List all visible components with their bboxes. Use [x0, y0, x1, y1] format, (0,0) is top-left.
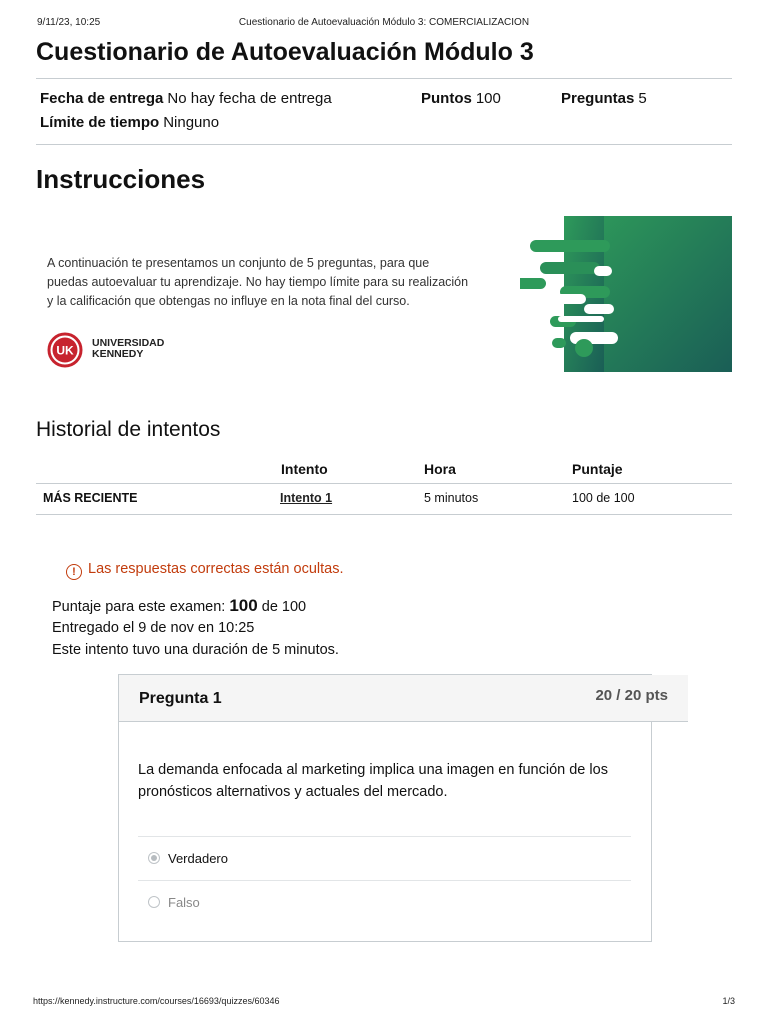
- page-title: Cuestionario de Autoevaluación Módulo 3: [36, 38, 534, 66]
- questions-count: [561, 90, 647, 107]
- question-points: 20 / 20 pts: [595, 687, 668, 704]
- history-heading: Historial de intentos: [36, 418, 221, 441]
- points: [421, 90, 501, 107]
- question-header: [119, 675, 688, 722]
- attempt-duration: Este intento tuvo una duración de 5 minutos.: [52, 642, 339, 658]
- option-label: Verdadero: [168, 851, 228, 866]
- due-date-value: No hay fecha de entrega: [167, 90, 332, 107]
- print-header-title: Cuestionario de Autoevaluación Módulo 3: COMERCIALIZACION: [238, 17, 530, 28]
- banner-line: A continuación te presentamos un conjunto de 5 preguntas, para que: [47, 256, 430, 270]
- points-label: Puntos: [421, 90, 472, 107]
- print-page-number: 1/3: [722, 996, 735, 1006]
- answer-option-true[interactable]: [168, 851, 228, 866]
- table-divider: [36, 483, 732, 484]
- due-date-label: Fecha de entrega: [40, 90, 164, 107]
- questions-value: 5: [638, 90, 647, 107]
- score-prefix: Puntaje para este examen:: [52, 599, 226, 615]
- questions-label: Preguntas: [561, 90, 635, 107]
- submitted-at: Entregado el 9 de nov en 10:25: [52, 620, 255, 636]
- score-suffix: de 100: [261, 599, 307, 615]
- time-limit: [40, 114, 219, 131]
- notice-text: Las respuestas correctas están ocultas.: [88, 561, 344, 577]
- logo-letters: UK: [56, 343, 74, 358]
- attempt-score: 100 de 100: [572, 491, 635, 505]
- option-divider: [138, 836, 631, 837]
- exam-score: [52, 596, 306, 616]
- university-name-line: KENNEDY: [92, 348, 144, 360]
- column-header: Intento: [281, 461, 328, 477]
- banner-text: [47, 254, 527, 311]
- warning-icon: !: [66, 564, 82, 580]
- print-footer-url: https://kennedy.instructure.com/courses/16693/quizzes/60346: [33, 996, 280, 1006]
- answers-hidden-notice: [66, 561, 344, 580]
- instructions-banner: [36, 216, 732, 372]
- time-limit-value: Ninguno: [163, 114, 220, 131]
- university-logo: [47, 332, 83, 368]
- question-text: La demanda enfocada al marketing implica una imagen en función de los pronósticos alternativos y actuales del mercado.: [138, 762, 608, 800]
- attempt-time: 5 minutos: [424, 491, 479, 505]
- radio-unselected-icon[interactable]: [148, 896, 160, 908]
- radio-selected-icon[interactable]: [148, 852, 160, 864]
- instructions-heading: Instrucciones: [36, 164, 206, 194]
- question-card: [118, 674, 668, 942]
- print-date: 9/11/23, 10:25: [37, 17, 101, 28]
- attempt-link[interactable]: Intento 1: [280, 491, 333, 505]
- divider: [36, 78, 732, 79]
- points-value: 100: [475, 90, 501, 107]
- column-header: Hora: [424, 461, 456, 477]
- decorative-pills-graphic: [520, 216, 732, 372]
- due-date: [40, 90, 332, 107]
- time-limit-label: Límite de tiempo: [40, 114, 160, 131]
- divider: [36, 144, 732, 145]
- university-name: [92, 338, 164, 360]
- banner-line: y la calificación que obtengas no influye en la nota final del curso.: [47, 294, 410, 308]
- banner-line: puedas autoevaluar tu aprendizaje. No hay tiempo límite para su realización: [47, 275, 469, 289]
- option-label: Falso: [168, 895, 200, 910]
- score-value: 100: [229, 596, 258, 615]
- university-name-line: UNIVERSIDAD: [92, 337, 165, 349]
- answer-option-false[interactable]: [168, 895, 200, 910]
- option-divider: [138, 880, 631, 881]
- row-label: MÁS RECIENTE: [43, 491, 138, 505]
- question-title: Pregunta 1: [139, 690, 222, 707]
- column-header: Puntaje: [572, 461, 623, 477]
- table-divider: [36, 514, 732, 515]
